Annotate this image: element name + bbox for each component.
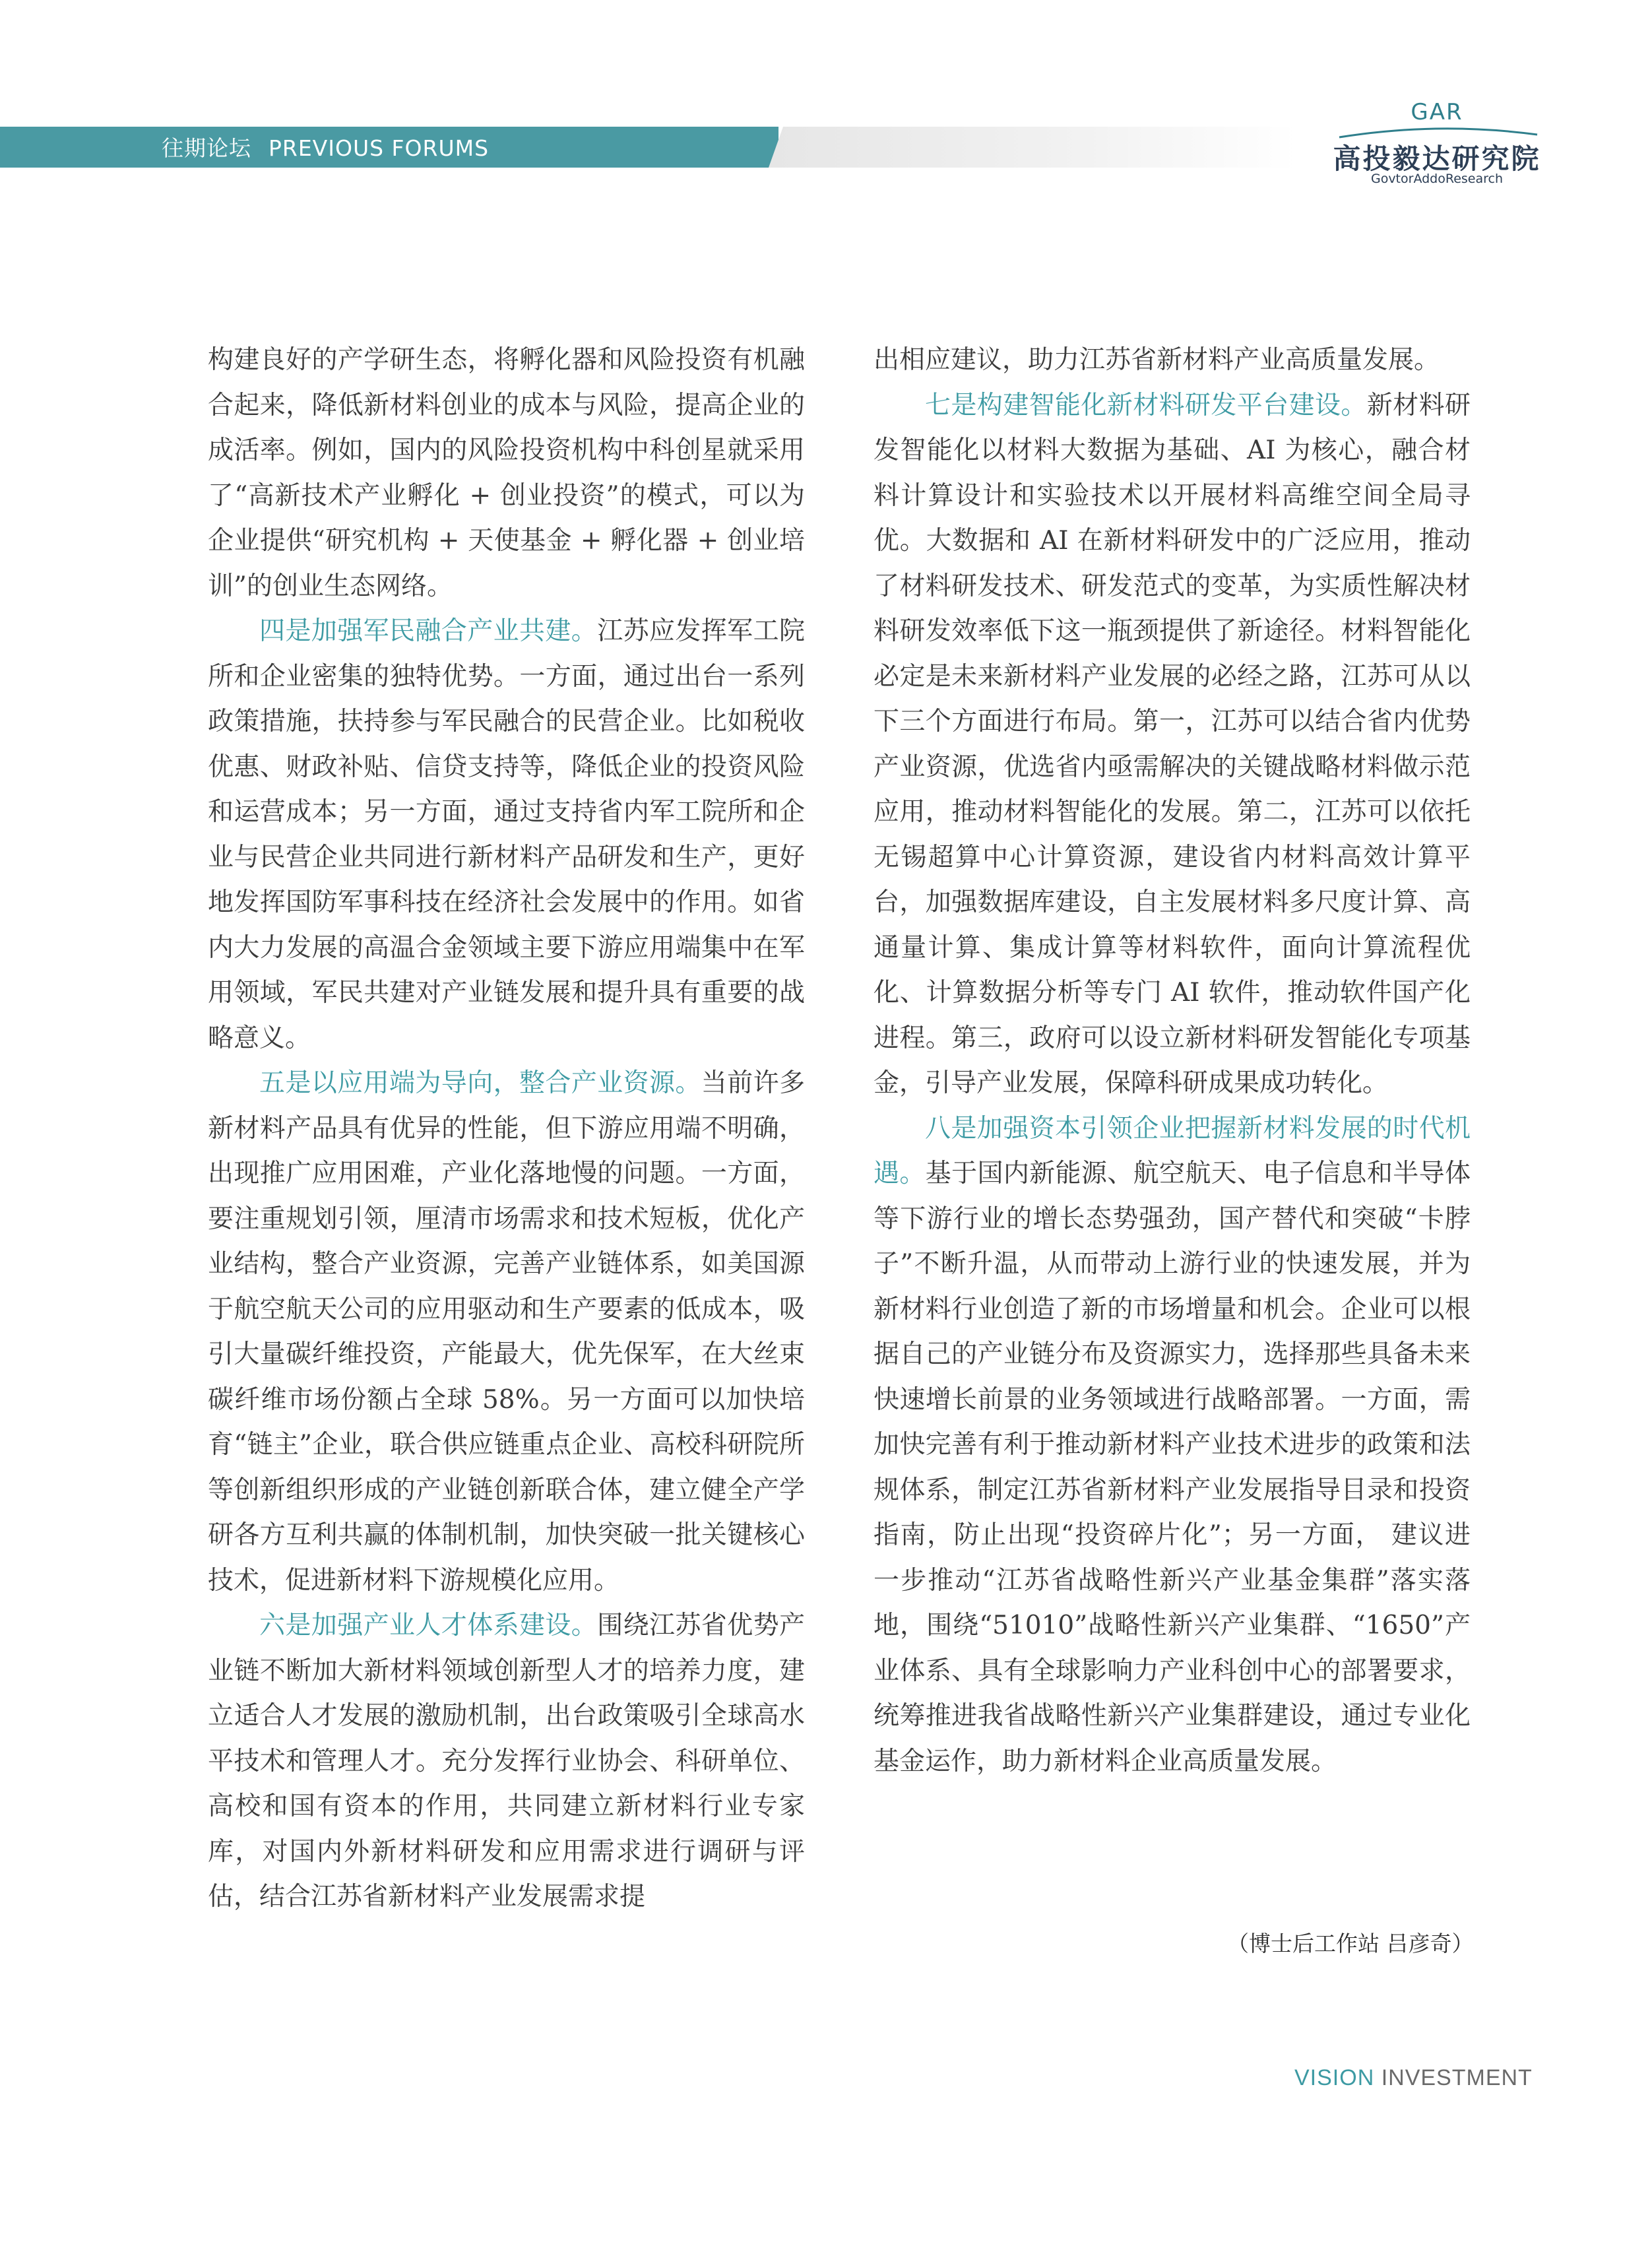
paragraph (874, 383, 1471, 1107)
footer-brand (1294, 2065, 1533, 2091)
logo-abbr: GAR (1411, 99, 1463, 125)
logo-en: GovtorAddoResearch (1370, 172, 1504, 186)
paragraph-lead: 六是加强产业人才体系建设。 (259, 1611, 598, 1640)
paragraph-body: 新材料研发智能化以材料大数据为基础、AI 为核心，融合材料计算设计和实验技术以开展材料高维空间全局寻优。大数据和 AI 在新材料研发中的广泛应用，推动了材料研发技术、研发范式的变革，为实质性解决材料研发效率低下这一瓶颈提供了新途径。材料智能化必定是未来新材料产业发展的必经之路，江苏可从以下三个方面进行布局。第一，江苏可以结合省内优势产业资源，优选省内亟需解决的关键战略材料做示范应用，推动材料智能化的发展。第二，江苏可以依托无锡超算中心计算资源，建设省内材料高效计算平台，加强数据库建设，自主发展材料多尺度计算、高通量计算、集成计算等材料软件，面向计算流程优化、计算数据分析等专门 AI 软件，推动软件国产化进程。第三，政府可以设立新材料研发智能化专项基金，引导产业发展，保障科研成果成功转化。 (874, 390, 1471, 1098)
author-credit: （博士后工作站 吕彦奇） (1227, 1931, 1474, 1956)
paragraph-body: 基于国内新能源、航空航天、电子信息和半导体等下游行业的增长态势强劲，国产替代和突破“卡脖子”不断升温，从而带动上游行业的快速发展，并为新材料行业创造了新的市场增量和机会。企业可以根据自己的产业链分布及资源实力，选择那些具备未来快速增长前景的业务领域进行战略部署。一方面，需加快完善有利于推动新材料产业技术进步的政策和法规体系，制定江苏省新材料产业发展指导目录和投资指南，防止出现“投资碎片化”；另一方面， 建议进一步推动“江苏省战略性新兴产业基金集群”落实落地，围绕“51010”战略性新兴产业集群、“1650”产业体系、具有全球影响力产业科创中心的部署要求，统筹推进我省战略性新兴产业集群建设，通过专业化基金运作，助力新材料企业高质量发展。 (874, 1159, 1471, 1776)
paragraph (208, 609, 805, 1061)
paragraph (208, 1061, 805, 1603)
paragraph (208, 1603, 805, 1920)
paragraph-lead: 四是加强军民融合产业共建。 (259, 616, 598, 646)
section-title (162, 131, 489, 162)
paragraph-body: 围绕江苏省优势产业链不断加大新材料领域创新型人才的培养力度，建立适合人才发展的激励机制，出台政策吸引全球高水平技术和管理人才。充分发挥行业协会、科研单位、高校和国有资本的作用，共同建立新材料行业专家库，对国内外新材料研发和应用需求进行调研与评估，结合江苏省新材料产业发展需求提 (208, 1611, 805, 1912)
paragraph-lead: 五是以应用端为导向，整合产业资源。 (259, 1068, 701, 1098)
footer-vision: VISION (1294, 2065, 1375, 2090)
paragraph (874, 1107, 1471, 1785)
paragraph-lead: 八是加强资本引领企业把握新材料发展的时代机遇。 (874, 1113, 1471, 1188)
paragraph: 出相应建议，助力江苏省新材料产业高质量发展。 (874, 345, 1440, 375)
paragraph-lead: 七是构建智能化新材料研发平台建设。 (925, 390, 1367, 420)
footer-investment: INVESTMENT (1381, 2065, 1533, 2090)
paragraph-body: 当前许多新材料产品具有优异的性能，但下游应用端不明确，出现推广应用困难，产业化落地慢的问题。一方面，要注重规划引领，厘清市场需求和技术短板，优化产业结构，整合产业资源，完善产业链体系，如美国源于航空航天公司的应用驱动和生产要素的低成本，吸引大量碳纤维投资，产能最大，优先保军，在大丝束碳纤维市场份额占全球 58%。另一方面可以加快培育“链主”企业，联合供应链重点企业、高校科研院所等创新组织形成的产业链创新联合体，建立健全产学研各方互利共赢的体制机制，加快突破一批关键核心技术，促进新材料下游规模化应用。 (208, 1068, 805, 1595)
paragraph-body: 江苏应发挥军工院所和企业密集的独特优势。一方面，通过出台一系列政策措施，扶持参与军民融合的民营企业。比如税收优惠、财政补贴、信贷支持等，降低企业的投资风险和运营成本；另一方面，通过支持省内军工院所和企业与民营企业共同进行新材料产品研发和生产，更好地发挥国防军事科技在经济社会发展中的作用。如省内大力发展的高温合金领域主要下游应用端集中在军用领域，军民共建对产业链发展和提升具有重要的战略意义。 (208, 616, 805, 1053)
paragraph: 构建良好的产学研生态，将孵化器和风险投资有机融合起来，降低新材料创业的成本与风险，提高企业的成活率。例如，国内的风险投资机构中科创星就采用了“高新技术产业孵化 + 创业投资”的模式，可以为企业提供“研究机构 + 天使基金 + 孵化器 + 创业培训”的创业生态网络。 (208, 345, 805, 601)
gar-logo (1318, 99, 1556, 191)
section-title-cn: 往期论坛 (162, 135, 251, 161)
logo-cn: 高投毅达研究院 (1333, 143, 1541, 175)
header-band-fade (769, 127, 1296, 168)
section-title-en: PREVIOUS FORUMS (269, 135, 490, 161)
left-column (208, 338, 805, 1920)
right-column (874, 338, 1471, 1784)
